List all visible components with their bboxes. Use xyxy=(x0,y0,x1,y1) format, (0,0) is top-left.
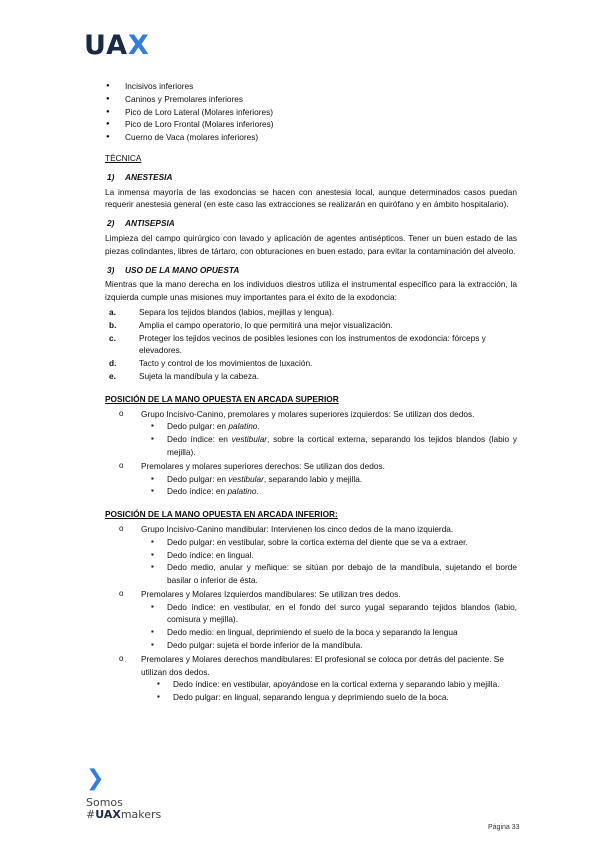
section-heading-antisepsia: 2) ANTISEPSIA xyxy=(107,218,175,229)
finger-item: ▪ Dedo pulgar: en vestibular, sobre la cortica externa del diente que se va a extraer. xyxy=(167,536,517,549)
list-item: a. Separa los tejidos blandos (labios, mejillas y lengua). xyxy=(109,306,335,317)
mano-opuesta-list xyxy=(105,306,517,383)
section-heading-anestesia: 1) ANESTESIA xyxy=(107,171,173,182)
list-item: ● Pico de Loro Frontal (Molares inferiores) xyxy=(125,118,517,131)
finger-item: ▪ Dedo índice: en lingual. xyxy=(167,549,517,562)
antisepsia-text: Limpieza del campo quirúrgico con lavado y aplicación de agentes antisépticos. Tener un buen estado de las piezas colindantes, libres de tártaro, con obturaciones en buen estado, para evitar la contaminación del alveolo. xyxy=(105,232,517,256)
superior-heading: POSICIÓN DE LA MANO OPUESTA EN ARCADA SUPERIOR xyxy=(105,393,339,404)
list-item: e. Sujeta la mandíbula y la cabeza. xyxy=(109,370,259,381)
list-item: ● Incisivos inferiores xyxy=(125,80,517,93)
list-item: d. Tacto y control de los movimientos de luxación. xyxy=(109,358,313,369)
document-body xyxy=(105,80,517,704)
list-item: c. Proteger los tejidos vecinos de posibles lesiones con los instrumentos de exodoncia: fórceps y elevadores. xyxy=(109,332,486,356)
finger-item: ▪ Dedo índice: en vestibular, apoyándose en la cortical externa y separando labio y mejilla. xyxy=(173,678,517,691)
finger-item: ▪ Dedo índice: en vestibular, en el fondo del surco yugal separando tejidos blandos (labio, comisura y mejilla). xyxy=(167,601,517,627)
group-item: o Premolares y Molares derechos mandibulares: El profesional se coloca por detrás del paciente. Se utilizan dos dedos. ▪ Dedo índice: en vestibular, apoyándose en la cortical externa y separando labio y mejilla. ▪ Dedo pulgar: en lingual, separando lengua y deprimiendo suelo de la boca. xyxy=(141,653,517,704)
finger-item: ▪ Dedo pulgar: en lingual, separando lengua y deprimiendo suelo de la boca. xyxy=(173,691,517,704)
list-item: ● Cuerno de Vaca (molares inferiores) xyxy=(125,131,517,144)
finger-item: ▪ Dedo pulgar: sujeta el borde inferior de la mandíbula. xyxy=(167,639,517,652)
uax-logo: UAX xyxy=(84,30,150,61)
section-heading-mano-opuesta: 3) USO DE LA MANO OPUESTA xyxy=(107,264,240,275)
chevron-right-icon: ❯ xyxy=(86,766,105,791)
group-item: o Premolares y molares superiores derechos: Se utilizan dos dedos. ▪ Dedo pulgar: en vestibular, separando labio y mejilla. ▪ Dedo índice: en palatino. xyxy=(141,460,517,498)
list-item: ● Pico de Loro Lateral (Molares inferiores) xyxy=(125,106,517,119)
finger-item: ▪ Dedo pulgar: en vestibular, separando labio y mejilla. xyxy=(167,473,517,486)
inferior-heading: POSICIÓN DE LA MANO OPUESTA EN ARCADA INFERIOR: xyxy=(105,509,338,520)
finger-item: ▪ Dedo pulgar: en palatino. xyxy=(167,420,517,433)
superior-groups xyxy=(105,408,517,499)
finger-item: ▪ Dedo índice: en palatino. xyxy=(167,485,517,498)
list-item: ● Caninos y Premolares inferiores xyxy=(125,93,517,106)
intro-list xyxy=(105,80,517,144)
mano-opuesta-text: Mientras que la mano derecha en los individuos diestros utiliza el instrumental específico para la extracción, la izquierda cumple unas misiones muy importantes para el éxito de la exodoncia: xyxy=(105,279,517,303)
anestesia-text: La inmensa mayoría de las exodoncias se hacen con anestesia local, aunque determinados casos puedan requerir anestesia general (en este caso las extracciones se realizarán en quirófano y en ámbito hospitalario). xyxy=(105,186,517,210)
group-item: o Premolares y Molares Izquierdos mandibulares: Se utilizan tres dedos. ▪ Dedo índice: en vestibular, en el fondo del surco yugal separando tejidos blandos (labio, comisura y mejilla). ▪ Dedo medio: en lingual, deprimiendo el suelo de la boca y separando la lengua ▪ Dedo pulgar: sujeta el borde inferior de la mandíbula. xyxy=(141,588,517,652)
inferior-groups xyxy=(105,523,517,704)
finger-item: ▪ Dedo índice: en vestibular, sobre la cortical externa, separando los tejidos blandos (labio y mejilla). xyxy=(167,433,517,459)
finger-item: ▪ Dedo medio, anular y meñique: se sitúan por debajo de la mandíbula, sujetando el borde basilar o inferior de ésta. xyxy=(167,561,517,587)
list-item: b. Amplia el campo operatorio, lo que permitirá una mejor visualización. xyxy=(109,319,393,330)
somos-uaxmakers-logo: Somos #UAXmakers xyxy=(86,796,162,821)
group-item: o Grupo Incisivo-Canino, premolares y molares superiores izquierdos: Se utilizan dos dedos. ▪ Dedo pulgar: en palatino. ▪ Dedo índice: en vestibular, sobre la cortical externa, separando los tejidos blandos (labio y mejilla). xyxy=(141,408,517,459)
tecnica-heading: TÉCNICA xyxy=(105,152,142,163)
finger-item: ▪ Dedo medio: en lingual, deprimiendo el suelo de la boca y separando la lengua xyxy=(167,626,517,639)
page-number: Página 33 xyxy=(488,824,520,831)
group-item: o Grupo Incisivo-Canino mandibular: Intervienen los cinco dedos de la mano izquierda. ▪ Dedo pulgar: en vestibular, sobre la cortica externa del diente que se va a extraer. ▪ Dedo índice: en lingual. ▪ Dedo medio, anular y meñique: se sitúan por debajo de la mandíbula, sujetando el borde basilar o inferior de ésta. xyxy=(141,523,517,587)
